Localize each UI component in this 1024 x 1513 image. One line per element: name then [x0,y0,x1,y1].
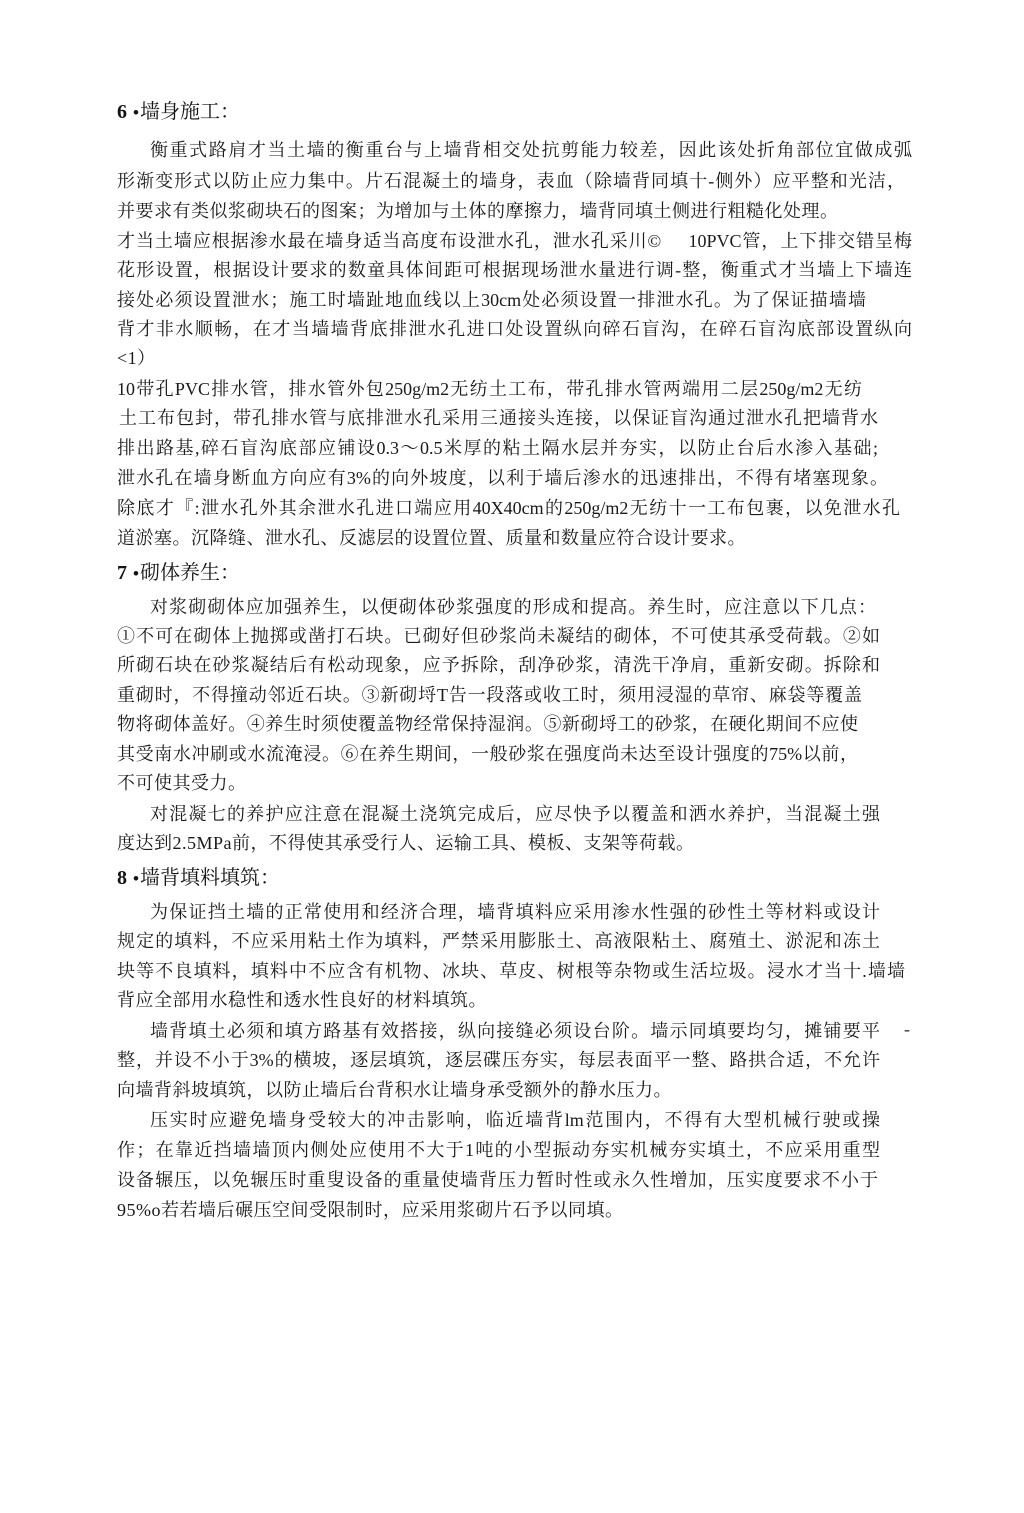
text-line: 才当土墙应根据渗水最在墙身适当高度布设泄水孔，泄水孔采川© 10PVC管，上下排交错呈梅 [117,231,912,251]
bullet: • [133,869,139,888]
text-line: 衡重式路肩才当土墙的衡重台与上墙背相交处抗剪能力较差，因此该处折角部位宜做成弧 [150,140,912,160]
bullet: • [133,103,139,122]
text-line: 10带孔PVC排水管，排水管外包250g/m2无纺土工布，带孔排水管两端用二层250g/m2无纺 [117,379,862,399]
text-line: 整，并设不小于3%的横坡，逐层填筑，逐层碟压夯实，每层表面平一整、路拱合适，不允许 [117,1050,880,1070]
section-number: 8 [117,867,127,889]
text-line: 并要求有类似浆砌块石的图案；为增加与土体的摩擦力，墙背同填土侧进行粗糙化处理。 [117,201,839,221]
text-line: 接处必须设置泄水；施工时墙趾地血线以上30cm处必须设置一排泄水孔。为了保证描墙墙 [117,290,866,310]
text-line: 道淤塞。沉降缝、泄水孔、反滤层的设置位置、质量和数量应符合设计要求。 [117,528,746,548]
text-line: ①不可在砌体上抛掷或凿打石块。已砌好但砂浆尚未凝结的砌体，不可使其承受荷载。②如 [117,626,880,646]
text-line: 块等不良填料，填料中不应含有机物、冰块、草皮、树根等杂物或生活垃圾。浸水才当十.墙墙 [117,961,905,981]
text-line: 95%o若若墙后碾压空间受限制时，应采用浆砌片石予以同填。 [117,1200,624,1220]
text-line: 排出路基,碎石盲沟底部应铺设0.3～0.5米厚的粘土隔水层并夯实，以防止台后水渗入基础; [117,438,878,458]
bullet: • [133,564,139,583]
text-line: 除底才『:泄水孔外其余泄水孔进口端应用40X40cm的250g/m2无纺十一工布包裹，以免泄水孔 [117,498,900,518]
text-line: 不可使其受力。 [117,773,247,793]
text-line: <1） [117,348,156,368]
text-line: 为保证挡土墙的正常使用和经济合理，墙背填料应采用渗水性强的砂性土等材料或设计 [150,902,880,922]
text-line: 压实时应避免墙身受较大的冲击影响，临近墙背lm范围内，不得有大型机械行驶或操 [150,1110,880,1130]
section-title: 墙身施工： [139,101,240,123]
text-line: 设备辗压，以免辗压时重叟设备的重量使墙背压力暂时性或永久性增加，压实度要求不小于 [117,1170,878,1190]
text-line: 度达到2.5MPa前，不得使其承受行人、运输工具、模板、支架等荷载。 [117,833,695,853]
text-line: 物将砌体盖好。④养生时须使覆盖物经常保持湿润。⑤新砌埒工的砂浆，在硬化期间不应使 [117,714,858,734]
text-line: 对浆砌砌体应加强养生，以便砌体砂浆强度的形成和提高。养生时，应注意以下几点： [150,597,876,617]
text-line: 土工布包封，带孔排水管与底排泄水孔采用三通接头连接，以保证盲沟通过泄水孔把墙背水 [119,408,878,428]
text-line: 花形设置，根据设计要求的数童具体间距可根据现场泄水量进行调-整，衡重式才当墙上下墙连 [117,260,912,280]
section-heading [117,866,280,890]
text-line: 作；在靠近挡墙墙顶内侧处应使用不大于1吨的小型振动夯实机械夯实填土，不应采用重型 [117,1140,880,1160]
text-line: 重砌时，不得撞动邻近石块。③新砌埒T告一段落或收工时，须用浸湿的草帘、麻袋等覆盖 [117,685,862,705]
text-line: 形渐变形式以防止应力集中。片石混凝土的墙身，表血（除墙背同填十-侧外）应平整和光洁， [117,171,905,191]
section-title: 砌体养生： [139,562,240,584]
text-line: 规定的填料，不应采用粘土作为填料，严禁采用膨胀土、高液限粘土、腐殖土、淤泥和冻土 [117,931,880,951]
section-number: 7 [117,562,127,584]
text-line: 背才非水顺畅，在才当墙墙背底排泄水孔进口处设置纵向碎石盲沟，在碎石盲沟底部设置纵向 [117,319,912,339]
text-line: 泄水孔在墙身断血方向应有3%的向外坡度，以利于墙后渗水的迅速排出，不得有堵塞现象。 [117,468,888,488]
text-line: 所砌石块在砂浆凝结后有松动现象，应予拆除，刮净砂浆，清洗干净肩，重新安砌。拆除和 [117,655,880,675]
text-line: 其受南水冲刷或水流淹浸。⑥在养生期间，一般砂浆在强度尚未达至设计强度的75%以前， [117,744,858,764]
text-line: 墙背填土必须和填方路基有效搭接，纵向接缝必须设台阶。墙示同填要均匀，摊铺要平 [150,1021,880,1041]
section-heading [117,100,240,124]
margin-mark: - [904,1019,910,1039]
section-number: 6 [117,101,127,123]
text-line: 背应全部用水稳性和透水性良好的材料填筑。 [117,990,487,1010]
section-title: 墙背填料填筑： [139,867,280,889]
text-line: 对混凝七的养护应注意在混凝土浇筑完成后，应尽快予以覆盖和洒水养护，当混凝土强 [150,804,880,824]
text-line: 向墙背斜坡填筑，以防止墙后台背积水让墙身承受额外的静水压力。 [117,1080,672,1100]
section-heading [117,561,240,585]
